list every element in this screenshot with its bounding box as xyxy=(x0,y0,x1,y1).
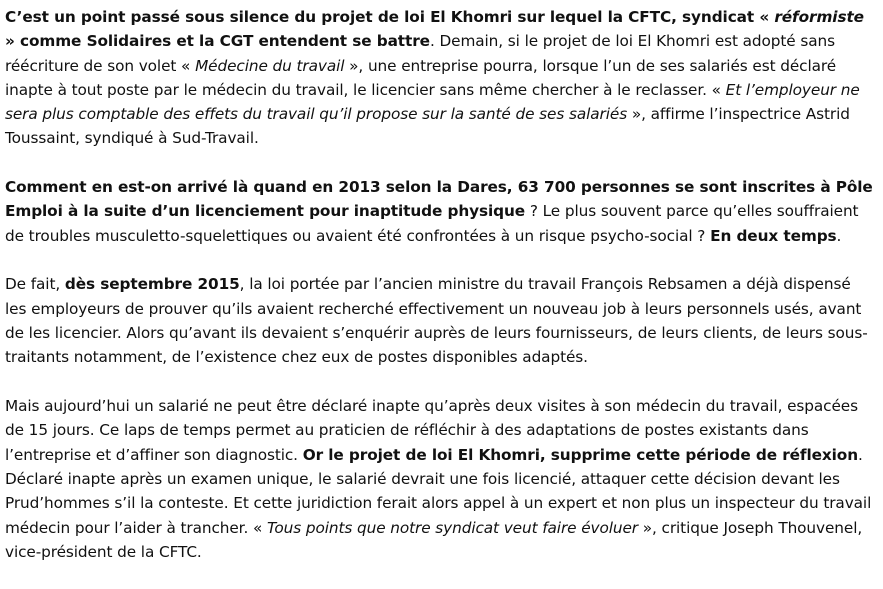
body-text: , la loi portée par l’ancien ministre du travail François Rebsamen a déjà dispensé les employeurs de prouver qu’ils avaient recherché effectivement un nouveau job à leurs personnels usés, avant de les licencier. Alors qu’avant ils devaient s’enquérir auprès de leurs fournisseurs, de leurs clients, de leurs sous-traitants notamment, de l’existence chez eux de postes disponibles adaptés. xyxy=(5,275,868,367)
italic-text: Médecine du travail xyxy=(195,56,345,75)
body-text: . Demain, si le projet de loi El Khomri est adopté sans réécriture de son volet « xyxy=(5,32,835,75)
bold-text: En deux temps xyxy=(710,226,837,245)
body-text: De fait, xyxy=(5,275,65,294)
bold-text: Or le projet de loi El Khomri, supprime cette période de réflexion xyxy=(302,445,859,464)
body-text: . xyxy=(836,226,842,245)
article-body xyxy=(5,0,875,589)
quote-text: Et l’employeur ne sera plus comptable des effets du travail qu’il propose sur la santé de ses salariés xyxy=(5,80,860,124)
paragraph-3 xyxy=(5,272,875,369)
paragraph-2 xyxy=(5,175,875,248)
bold-text: C’est un point passé sous silence du projet de loi El Khomri sur lequel la CFTC, syndicat « xyxy=(5,8,775,26)
bold-text: dès septembre 2015 xyxy=(64,275,240,294)
body-text: », critique Joseph Thouvenel, vice-président de la CFTC. xyxy=(5,518,863,561)
bold-text: Comment en est-on arrivé là quand en 2013 selon la Dares, 63 700 personnes se sont inscrites à Pôle Emploi à la suite d’un licenciement pour inaptitude physique xyxy=(5,178,873,221)
paragraph-4 xyxy=(5,394,875,564)
body-text: », une entreprise pourra, lorsque l’un de ses salariés est déclaré inapte à tout poste par le médecin du travail, le licencier sans même chercher à le reclasser. « xyxy=(5,56,837,99)
bold-text: » comme Solidaires et la CGT entendent se battre xyxy=(5,32,430,51)
paragraph-1 xyxy=(5,5,875,151)
body-text: ? Le plus souvent parce qu’elles souffraient de troubles musculetto-squelettiques ou avaient été confrontées à un risque psycho-social ? xyxy=(5,202,859,245)
quote-text: Tous points que notre syndicat veut faire évoluer xyxy=(267,518,638,537)
body-text: . Déclaré inapte après un examen unique, le salarié devrait une fois licencié, attaquer cette décision devant les Prud’hommes s’il la conteste. Et cette juridiction ferait alors appel à un expert et non plus un inspecteur du travail médecin pour l’aider à trancher. « xyxy=(5,445,872,537)
body-text: », affirme l’inspectrice Astrid Toussaint, syndiqué à Sud-Travail. xyxy=(5,105,850,148)
italic-text: réformiste xyxy=(774,8,864,26)
body-text: Mais aujourd’hui un salarié ne peut être déclaré inapte qu’après deux visites à son médecin du travail, espacées de 15 jours. Ce laps de temps permet au praticien de réfléchir à des adaptations de postes existants dans l’entreprise et d’affiner son diagnostic. xyxy=(5,397,858,464)
bold-text xyxy=(774,8,864,26)
